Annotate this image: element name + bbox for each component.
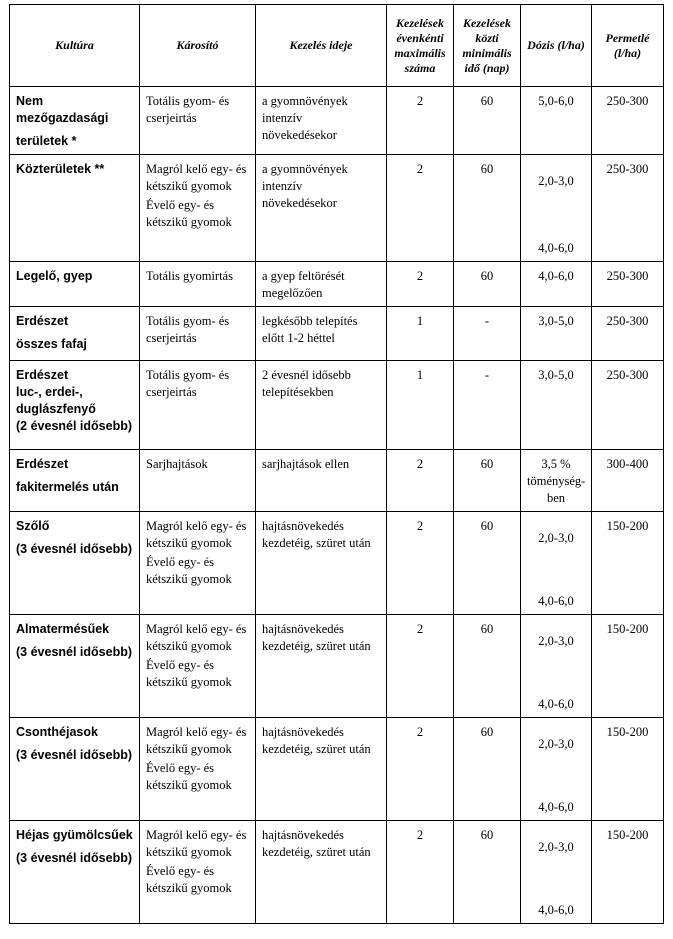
max-treatments-cell: 2 <box>387 155 454 262</box>
crop-line: Erdészet <box>16 457 69 471</box>
spray-volume-cell: 250-300 <box>592 262 664 307</box>
dose-value: 4,0-6,0 <box>538 269 574 283</box>
timing-cell: 2 évesnél idősebb telepítésekben <box>256 361 387 450</box>
max-treatments-cell: 2 <box>387 615 454 718</box>
pest-line: Magról kelő egy- és kétszikű gyomok <box>146 828 247 859</box>
max-treatments-cell: 1 <box>387 361 454 450</box>
max-treatments-cell: 2 <box>387 262 454 307</box>
crop-line: területek * <box>16 134 77 148</box>
table-row <box>10 87 664 155</box>
crop-line: Csonthéjasok <box>16 725 98 739</box>
crop-line: Legelő, gyep <box>16 269 93 283</box>
dose-cell <box>521 155 592 262</box>
timing-cell: hajtásnövekedés kezdetéig, szüret után <box>256 718 387 821</box>
timing-cell: hajtásnövekedés kezdetéig, szüret után <box>256 615 387 718</box>
pest-line: Évelő egy- és kétszikű gyomok <box>146 198 232 229</box>
crop-cell <box>10 262 140 307</box>
pest-cell <box>140 821 256 924</box>
table-row <box>10 361 664 450</box>
timing-cell: a gyep feltörését megelőzően <box>256 262 387 307</box>
dose-value: 4,0-6,0 <box>538 903 574 917</box>
pest-line: Magról kelő egy- és kétszikű gyomok <box>146 725 247 756</box>
spray-volume-cell: 250-300 <box>592 155 664 262</box>
max-treatments-cell: 2 <box>387 821 454 924</box>
crop-line: (3 évesnél idősebb) <box>16 542 133 556</box>
timing-cell: a gyomnövények intenzív növekedésekor <box>256 155 387 262</box>
crop-line: Almatermésűek <box>16 622 110 636</box>
dose-value: 2,0-3,0 <box>538 737 574 751</box>
pest-line: Évelő egy- és kétszikű gyomok <box>146 761 232 792</box>
pest-line: Magról kelő egy- és kétszikű gyomok <box>146 519 247 550</box>
pest-cell <box>140 512 256 615</box>
spray-volume-cell: 150-200 <box>592 512 664 615</box>
dose-value: 5,0-6,0 <box>538 94 574 108</box>
spray-volume-cell: 150-200 <box>592 821 664 924</box>
dose-cell <box>521 450 592 512</box>
max-treatments-cell: 2 <box>387 512 454 615</box>
crop-cell <box>10 155 140 262</box>
max-treatments-cell: 2 <box>387 450 454 512</box>
pest-cell <box>140 87 256 155</box>
crop-cell <box>10 361 140 450</box>
herbicide-dosage-table <box>9 4 664 924</box>
crop-cell <box>10 512 140 615</box>
timing-cell: legkésőbb telepítés előtt 1-2 héttel <box>256 307 387 361</box>
crop-line: Héjas gyümölcsűek <box>16 828 133 842</box>
dose-value: 2,0-3,0 <box>538 634 574 648</box>
timing-cell: hajtásnövekedés kezdetéig, szüret után <box>256 512 387 615</box>
spray-volume-cell: 300-400 <box>592 450 664 512</box>
table-row <box>10 821 664 924</box>
min-interval-cell: 60 <box>454 512 521 615</box>
crop-line: (3 évesnél idősebb) <box>16 748 133 762</box>
pest-line: Totális gyom- és cserjeirtás <box>146 314 230 345</box>
min-interval-cell: 60 <box>454 718 521 821</box>
dose-cell <box>521 512 592 615</box>
crop-cell <box>10 87 140 155</box>
dose-cell <box>521 821 592 924</box>
timing-cell: hajtásnövekedés kezdetéig, szüret után <box>256 821 387 924</box>
spray-volume-cell: 250-300 <box>592 361 664 450</box>
min-interval-cell: 60 <box>454 155 521 262</box>
pest-line: Totális gyom- és cserjeirtás <box>146 94 230 125</box>
min-interval-cell: - <box>454 307 521 361</box>
dose-value: 3,5 % töménység-ben <box>527 457 586 505</box>
dose-value: 2,0-3,0 <box>538 531 574 545</box>
max-treatments-cell: 1 <box>387 307 454 361</box>
table-row <box>10 718 664 821</box>
pest-line: Magról kelő egy- és kétszikű gyomok <box>146 162 247 193</box>
crop-line: duglászfenyő <box>16 402 96 416</box>
dose-value: 2,0-3,0 <box>538 840 574 854</box>
table-row <box>10 307 664 361</box>
dose-cell <box>521 615 592 718</box>
table-row <box>10 262 664 307</box>
dose-cell <box>521 87 592 155</box>
pest-cell <box>140 361 256 450</box>
pest-cell <box>140 615 256 718</box>
max-treatments-cell: 2 <box>387 718 454 821</box>
dose-value: 4,0-6,0 <box>538 800 574 814</box>
crop-line: Nem mezőgazdasági <box>16 94 109 125</box>
crop-line: (2 évesnél idősebb) <box>16 419 133 433</box>
pest-cell <box>140 262 256 307</box>
table-row <box>10 615 664 718</box>
crop-cell <box>10 821 140 924</box>
min-interval-cell: - <box>454 361 521 450</box>
header-pest: Károsító <box>140 5 256 87</box>
crop-line: Erdészet <box>16 368 69 382</box>
header-max-treatments: Kezelések évenkénti maximális száma <box>387 5 454 87</box>
pest-cell <box>140 307 256 361</box>
crop-line: Közterületek ** <box>16 162 105 176</box>
pest-cell <box>140 450 256 512</box>
pest-line: Totális gyomirtás <box>146 269 233 283</box>
min-interval-cell: 60 <box>454 615 521 718</box>
pest-line: Évelő egy- és kétszikű gyomok <box>146 658 232 689</box>
crop-line: (3 évesnél idősebb) <box>16 851 133 865</box>
dose-cell <box>521 307 592 361</box>
dose-value: 3,0-5,0 <box>538 314 574 328</box>
crop-line: luc-, erdei-, <box>16 385 83 399</box>
dose-value: 3,0-5,0 <box>538 368 574 382</box>
dose-cell <box>521 718 592 821</box>
crop-cell <box>10 718 140 821</box>
header-dose: Dózis (l/ha) <box>521 5 592 87</box>
spray-volume-cell: 250-300 <box>592 87 664 155</box>
crop-line: összes fafaj <box>16 337 87 351</box>
min-interval-cell: 60 <box>454 262 521 307</box>
pest-line: Évelő egy- és kétszikű gyomok <box>146 864 232 895</box>
dose-value: 4,0-6,0 <box>538 241 574 255</box>
spray-volume-cell: 150-200 <box>592 615 664 718</box>
pest-line: Sarjhajtások <box>146 457 208 471</box>
spray-volume-cell: 250-300 <box>592 307 664 361</box>
header-min-interval: Kezelések közti minimális idő (nap) <box>454 5 521 87</box>
crop-line: Szőlő <box>16 519 50 533</box>
pest-line: Évelő egy- és kétszikű gyomok <box>146 555 232 586</box>
header-crop: Kultúra <box>10 5 140 87</box>
dose-cell <box>521 361 592 450</box>
timing-cell: a gyomnövények intenzív növekedésekor <box>256 87 387 155</box>
pest-cell <box>140 155 256 262</box>
table-row <box>10 450 664 512</box>
crop-line: fakitermelés után <box>16 480 119 494</box>
pest-line: Totális gyom- és cserjeirtás <box>146 368 230 399</box>
dose-cell <box>521 262 592 307</box>
min-interval-cell: 60 <box>454 87 521 155</box>
dose-value: 2,0-3,0 <box>538 174 574 188</box>
min-interval-cell: 60 <box>454 821 521 924</box>
header-spray-volume: Permetlé (l/ha) <box>592 5 664 87</box>
dose-value: 4,0-6,0 <box>538 594 574 608</box>
pest-cell <box>140 718 256 821</box>
table-row <box>10 155 664 262</box>
dose-value: 4,0-6,0 <box>538 697 574 711</box>
table-row <box>10 512 664 615</box>
crop-line: Erdészet <box>16 314 69 328</box>
min-interval-cell: 60 <box>454 450 521 512</box>
spray-volume-cell: 150-200 <box>592 718 664 821</box>
timing-cell: sarjhajtások ellen <box>256 450 387 512</box>
crop-cell <box>10 450 140 512</box>
max-treatments-cell: 2 <box>387 87 454 155</box>
header-row <box>10 5 664 87</box>
pest-line: Magról kelő egy- és kétszikű gyomok <box>146 622 247 653</box>
crop-cell <box>10 615 140 718</box>
crop-line: (3 évesnél idősebb) <box>16 645 133 659</box>
crop-cell <box>10 307 140 361</box>
header-timing: Kezelés ideje <box>256 5 387 87</box>
